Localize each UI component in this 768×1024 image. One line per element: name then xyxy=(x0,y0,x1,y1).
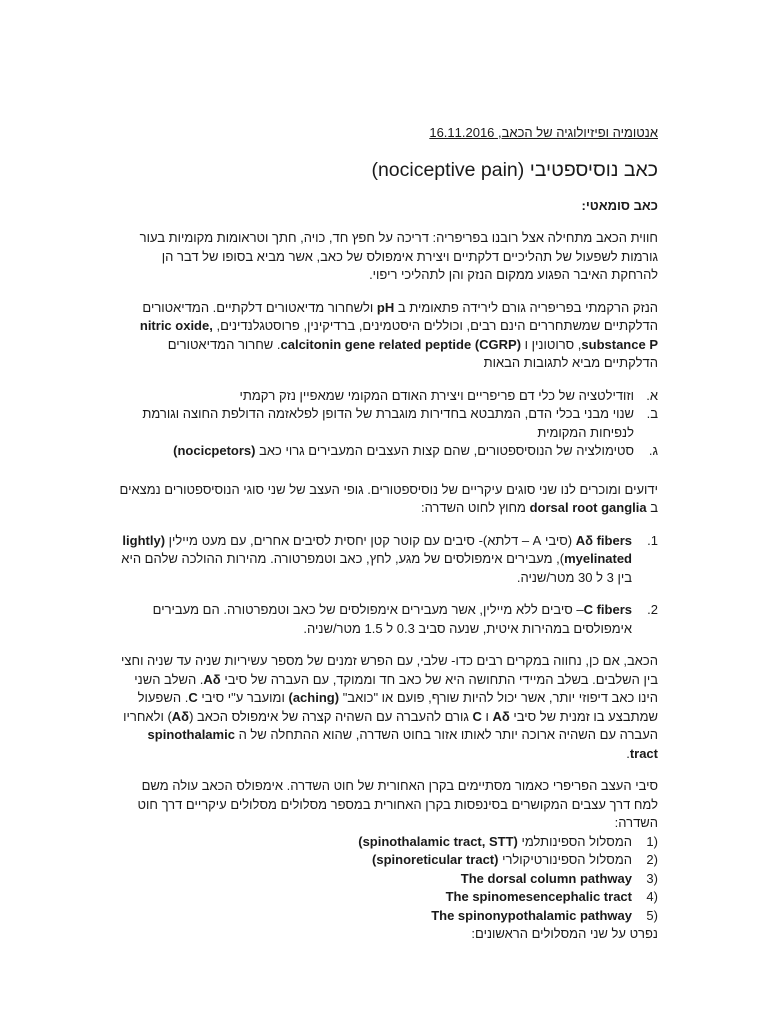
text-run: . שחרור המדיאטורים הדלקתיים מביא לתגובות הבאות xyxy=(167,336,658,370)
bold-term: pH xyxy=(376,299,395,315)
paragraph-pathways-intro: סיבי העצב הפריפרי כאמור מסתיימים בקרן האחורית של חוט השדרה. אימפולס הכאב עולה משם למח דרך עצבים המקושרים בסינפסות בקרן האחורית במספר מסלולים מסלולים עיקריים דרך חוט השדרה: xyxy=(137,778,658,830)
paragraph-intro: חווית הכאב מתחילה אצל רובנו בפריפריה: דריכה על חפץ חד, כויה, חתך וטראומות מקומיות בעור גורמות לשפעול של תהליכיים דלקתיים ויצירת אימפולס של כאב, אשר מביא בסופו של דבר הן להרחקת האיבר הפגוע ממקום הנזק והן לתהליכי ריפוי. xyxy=(139,230,658,282)
list-item xyxy=(114,870,658,889)
list-item-text: סטימולציה של הנוסיספטורים, שהם קצות העצבים המעבירים גרוי כאב xyxy=(255,443,634,458)
list-marker: א. xyxy=(646,387,658,403)
list-item-text: שנוי מבני בכלי הדם, המתבטא בחדירות מוגברת של הדופן לפלאזמה הדולפת החוצה וגורמת לנפיחות המקומית xyxy=(142,406,634,440)
bold-term: The dorsal column pathway xyxy=(460,870,632,886)
list-item xyxy=(114,442,658,461)
bold-term: dorsal root ganglia xyxy=(529,500,647,515)
bold-term: (spinoreticular tract) xyxy=(372,852,499,867)
list-marker: (2 xyxy=(646,852,658,867)
document-title: כאב נוסיספטיבי (nociceptive pain) xyxy=(371,158,658,181)
text-run: מחוץ לחוט השדרה: xyxy=(420,500,530,515)
text-run: ) ולאחריו העברה עם השהיה ארוכה יותר לאותו אזור בחוט השדרה, שהוא ההתחלה של ה xyxy=(123,708,658,742)
bold-term: (spinothalamic tract, STT) xyxy=(358,833,518,849)
bold-term: The spinonypothalamic pathway xyxy=(431,907,632,923)
bold-term: C xyxy=(472,708,482,724)
list-marker: 2. xyxy=(647,602,658,617)
text-run: גורם להעברה עם השהיה קצרה של אימפולס הכאב ( xyxy=(189,708,473,724)
bold-term: Aδ fibers xyxy=(575,532,632,548)
pathways-list xyxy=(114,833,658,926)
list-item xyxy=(114,888,658,907)
list-marker: ג. xyxy=(648,443,658,458)
bold-term: C fibers xyxy=(583,602,632,617)
list-marker: (4 xyxy=(646,889,658,904)
paragraph-nociceptor-types xyxy=(114,481,658,518)
text-run: ו xyxy=(481,708,493,724)
document-header: אנטומיה ופיזיולוגיה של הכאב, 16.11.2016 xyxy=(429,125,658,140)
bold-term: (lightly myelinated xyxy=(122,532,632,566)
list-marker: (5 xyxy=(646,907,658,923)
text-run: ), מעבירים אימפולסים של מגע, לחץ, כאב וטמפרטורה. מהירות ההולכה שלהם היא בין 3 ל 30 מטר/שניה. xyxy=(121,551,632,585)
text-run: ולשחרור מדיאטורים דלקתיים. המדיאטורים הדלקתיים שמשתחררים הינם רבים, וכוללים היסטמינים, ברדיקינין, פרוסטגלנדינים, xyxy=(142,299,658,333)
bold-term: Aδ xyxy=(203,671,221,687)
text-run: ומועבר ע"י סיבי xyxy=(197,690,289,705)
list-item xyxy=(114,907,658,926)
paragraph-two-phase-pain xyxy=(114,652,658,763)
text-run: . השלב השני הינו כאב דיפוזי יותר, אשר יכול להיות שורף, פועם או "כואב" xyxy=(134,671,658,705)
fiber-types-list xyxy=(114,532,658,639)
list-marker: ב. xyxy=(646,406,658,421)
list-item xyxy=(114,601,658,638)
list-item-text: וזודילטציה של כלי דם פריפריים ויצירת האודם המקומי שמאפיין נזק רקמתי xyxy=(239,387,634,403)
text-run: (סיבי A – דלתא)- סיבים עם קוטר קטן יחסית לסיבים אחרים, עם מעט מיילין xyxy=(165,532,576,548)
section-heading: כאב סומאטי: xyxy=(581,197,658,213)
list-marker: (3 xyxy=(646,870,658,886)
text-run: , סרוטונין ו xyxy=(521,336,582,352)
list-item-text: המסלול הספינותלמי xyxy=(517,833,632,849)
text-run: . xyxy=(626,745,630,761)
text-run: ידועים ומוכרים לנו שני סוגים עיקריים של נוסיספטורים. גופי העצב של שני סוגי הנוסיספטורים נמצאים ב xyxy=(119,481,658,515)
text-run: . השפעול שמתבצע בו זמנית של סיבי xyxy=(137,690,658,724)
responses-list xyxy=(114,387,658,461)
bold-term: Aδ xyxy=(492,708,510,724)
bold-term: Aδ xyxy=(171,708,190,724)
bold-term: (nocicpetors) xyxy=(173,443,256,458)
text-run: הנזק הרקמתי בפריפריה גורם לירידה פתאומית ב xyxy=(394,299,658,315)
list-item xyxy=(114,387,658,406)
list-marker: 1. xyxy=(647,532,658,548)
list-item-text: המסלול הספינורטיקולרי xyxy=(498,852,632,867)
list-item xyxy=(114,833,658,852)
text-run: – סיבים ללא מיילין, אשר מעבירים אימפולסים של כאב וטמפרטורה. הם מעבירים אימפולסים במהירות איטית, שנעה סביב 0.3 ל 1.5 מטר/שניה. xyxy=(152,602,632,636)
paragraph-mediators xyxy=(114,299,658,373)
bold-term: (aching) xyxy=(288,690,340,705)
bold-term: The spinomesencephalic tract xyxy=(445,889,632,904)
list-item xyxy=(114,851,658,870)
list-item xyxy=(114,532,658,588)
bold-term: calcitonin gene related peptide (CGRP) xyxy=(280,336,522,352)
closing-line: נפרט על שני המסלולים הראשונים: xyxy=(471,926,658,941)
bold-term: spinothalamic tract xyxy=(147,727,658,761)
bold-term: substance P xyxy=(581,336,658,352)
bold-term: nitric oxide, xyxy=(139,318,213,333)
text-run: הכאב, אם כן, נחווה במקרים רבים כדו- שלבי, עם הפרש זמנים של מספר עשיריות שניה עד שניה וחצי בין השלבים. בשלב המיידי התחושה היא של כאב חד וממוקד, עם העברה של סיבי xyxy=(121,653,658,687)
list-marker: (1 xyxy=(646,833,658,849)
bold-term: C xyxy=(188,690,198,705)
list-item xyxy=(114,405,658,442)
